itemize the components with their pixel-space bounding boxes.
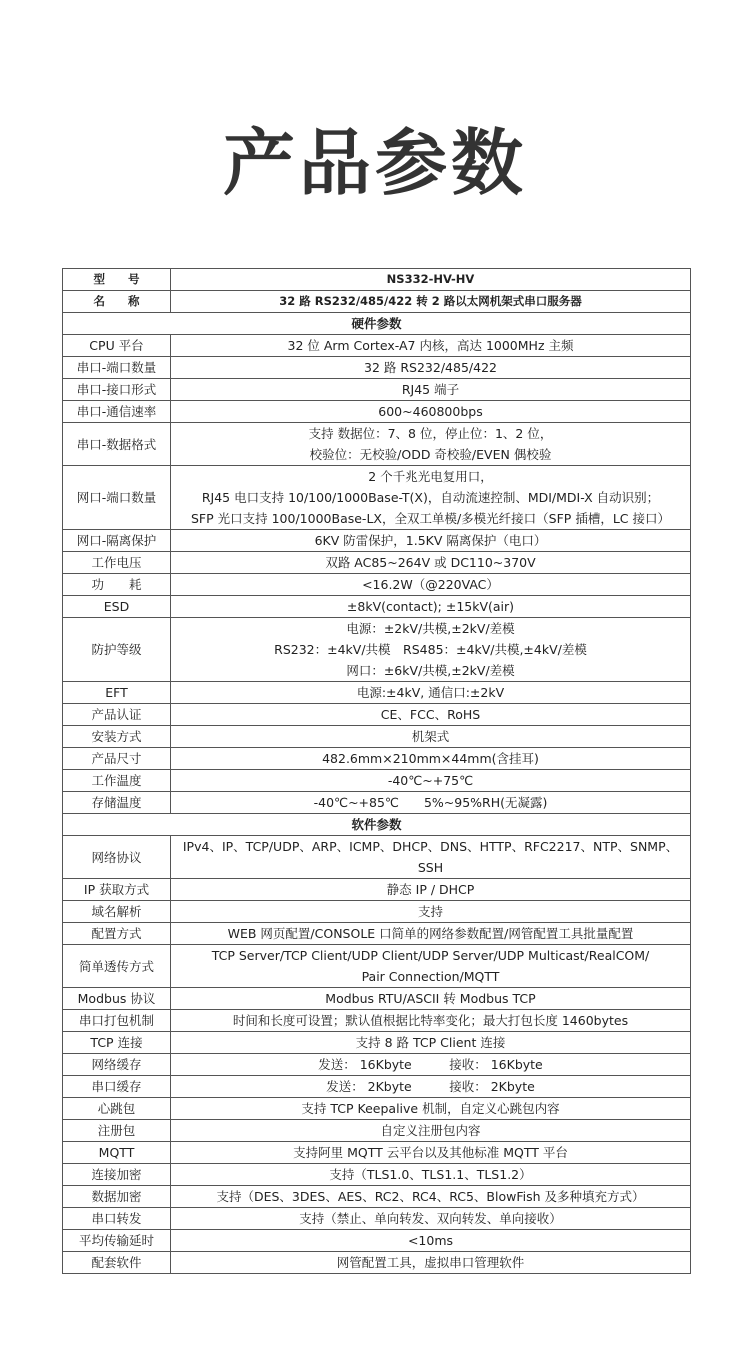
spec-value [171,1252,691,1274]
spec-row [63,901,691,923]
spec-label: 功 耗 [63,574,171,596]
spec-row [63,1032,691,1054]
spec-value [171,269,691,291]
spec-row [63,401,691,423]
spec-value [171,574,691,596]
spec-row [63,552,691,574]
spec-row [63,792,691,814]
spec-row [63,1230,691,1252]
spec-label: 网口-隔离保护 [63,530,171,552]
spec-row [63,945,691,988]
spec-value [171,1054,691,1076]
spec-value-line: 支持（禁止、单向转发、双向转发、单向接收） [299,1211,562,1226]
spec-row [63,923,691,945]
spec-value-line: WEB 网页配置/CONSOLE 口简单的网络参数配置/网管配置工具批量配置 [227,926,634,941]
spec-label: 串口-数据格式 [63,423,171,466]
spec-value-line: RJ45 电口支持 10/100/1000Base-T(X)，自动流速控制、MDI/MDI-X 自动识别； [201,490,660,505]
spec-label: 域名解析 [63,901,171,923]
spec-value-line: TCP Server/TCP Client/UDP Client/UDP Server/UDP Multicast/RealCOM/ [211,948,650,963]
spec-label: 串口-端口数量 [63,357,171,379]
spec-label: 存储温度 [63,792,171,814]
spec-row [63,574,691,596]
spec-row [63,1164,691,1186]
spec-label: 简单透传方式 [63,945,171,988]
spec-value-line: SFP 光口支持 100/1000Base-LX，全双工单模/多模光纤接口（SFP 插槽，LC 接口） [191,511,670,526]
spec-value [171,901,691,923]
spec-value-line: 时间和长度可设置；默认值根据比特率变化；最大打包长度 1460bytes [232,1013,629,1028]
spec-row [63,269,691,291]
spec-value [171,879,691,901]
spec-value [171,618,691,682]
spec-row [63,1186,691,1208]
spec-value-line: 支持阿里 MQTT 云平台以及其他标准 MQTT 平台 [293,1145,568,1160]
spec-label: 数据加密 [63,1186,171,1208]
spec-value-line: 支持 [417,904,443,919]
spec-value-line: IPv4、IP、TCP/UDP、ARP、ICMP、DHCP、DNS、HTTP、RFC2217、NTP、SNMP、 [182,839,679,854]
spec-value [171,748,691,770]
spec-label: 工作电压 [63,552,171,574]
spec-value-line: 32 路 RS232/485/422 转 2 路以太网机架式串口服务器 [279,294,582,308]
spec-value-line: 6KV 防雷保护，1.5KV 隔离保护（电口） [314,533,547,548]
spec-value-line: Modbus RTU/ASCII 转 Modbus TCP [325,991,536,1006]
section-header-row [63,313,691,335]
spec-row [63,291,691,313]
spec-label: TCP 连接 [63,1032,171,1054]
spec-value-line: 网口：±6kV/共模,±2kV/差模 [346,663,515,678]
spec-value [171,596,691,618]
spec-value [171,466,691,530]
spec-value-line: 网管配置工具，虚拟串口管理软件 [336,1255,525,1270]
spec-label: MQTT [63,1142,171,1164]
spec-label: 配置方式 [63,923,171,945]
spec-row [63,1098,691,1120]
spec-label: 网口-端口数量 [63,466,171,530]
spec-value-line: 支持（DES、3DES、AES、RC2、RC4、RC5、BlowFish 及多种填充方式） [216,1189,645,1204]
spec-value-line: 校验位：无校验/ODD 奇校验/EVEN 偶校验 [309,447,552,462]
spec-row [63,1120,691,1142]
spec-row [63,618,691,682]
spec-value-line: 电源:±4kV, 通信口:±2kV [356,685,505,700]
spec-row [63,1252,691,1274]
spec-value [171,1142,691,1164]
spec-row [63,1142,691,1164]
spec-value [171,792,691,814]
spec-label: 配套软件 [63,1252,171,1274]
spec-value-line: 482.6mm×210mm×44mm(含挂耳) [322,751,539,766]
spec-row [63,596,691,618]
spec-row [63,1054,691,1076]
spec-row [63,530,691,552]
spec-value-line: 支持（TLS1.0、TLS1.1、TLS1.2） [329,1167,532,1182]
spec-row [63,988,691,1010]
spec-value-line: 静态 IP / DHCP [386,882,475,897]
spec-value [171,335,691,357]
spec-table [62,268,691,1274]
spec-label: 平均传输延时 [63,1230,171,1252]
spec-row [63,357,691,379]
spec-value-line: 2 个千兆光电复用口， [368,469,493,484]
spec-value-line: RS232：±4kV/共模 RS485：±4kV/共模,±4kV/差模 [274,642,587,657]
spec-row [63,335,691,357]
spec-label: 串口打包机制 [63,1010,171,1032]
spec-value-line: ±8kV(contact); ±15kV(air) [346,599,515,614]
spec-value-line: 32 位 Arm Cortex-A7 内核，高达 1000MHz 主频 [287,338,574,353]
spec-value-line: 发送： 16Kbyte 接收： 16Kbyte [318,1057,543,1072]
spec-value [171,945,691,988]
spec-label: 网络协议 [63,836,171,879]
spec-value-line: 32 路 RS232/485/422 [364,360,497,375]
spec-row [63,836,691,879]
spec-label: 防护等级 [63,618,171,682]
spec-row [63,748,691,770]
spec-label: 产品尺寸 [63,748,171,770]
spec-value-line: 支持 TCP Keepalive 机制，自定义心跳包内容 [301,1101,560,1116]
section-header: 软件参数 [63,814,691,836]
spec-value-line: 机架式 [411,729,450,744]
spec-value [171,530,691,552]
spec-label: 型 号 [63,269,171,291]
spec-row [63,704,691,726]
section-header-row [63,814,691,836]
spec-value-line: SSH [417,860,444,875]
spec-row [63,879,691,901]
spec-row [63,423,691,466]
spec-row [63,1076,691,1098]
spec-value-line: CE、FCC、RoHS [380,707,481,722]
spec-value [171,1032,691,1054]
spec-value-line: 自定义注册包内容 [380,1123,481,1138]
spec-value-line: Pair Connection/MQTT [361,969,500,984]
spec-value [171,401,691,423]
spec-label: 工作温度 [63,770,171,792]
spec-value [171,1120,691,1142]
spec-label: 心跳包 [63,1098,171,1120]
spec-value [171,357,691,379]
spec-value [171,1164,691,1186]
spec-value-line: 发送： 2Kbyte 接收： 2Kbyte [326,1079,535,1094]
spec-value [171,291,691,313]
page-title: 产品参数 [222,121,527,205]
spec-label: CPU 平台 [63,335,171,357]
spec-value [171,1208,691,1230]
spec-value-line: 电源：±2kV/共模,±2kV/差模 [346,621,515,636]
spec-label: 安装方式 [63,726,171,748]
spec-value [171,1098,691,1120]
spec-label: 注册包 [63,1120,171,1142]
spec-value [171,770,691,792]
spec-label: 串口-接口形式 [63,379,171,401]
section-header: 硬件参数 [63,313,691,335]
spec-value-line: 支持 数据位：7、8 位，停止位：1、2 位， [308,426,553,441]
spec-label: IP 获取方式 [63,879,171,901]
spec-value-line: -40℃~+75℃ [387,773,474,788]
spec-value [171,988,691,1010]
spec-value-line: NS332-HV-HV [386,272,475,286]
spec-value-line: <10ms [407,1233,454,1248]
spec-value-line: 支持 8 路 TCP Client 连接 [355,1035,506,1050]
spec-row [63,770,691,792]
spec-value-line: -40℃~+85℃ 5%~95%RH(无凝露) [313,795,548,810]
spec-label: 串口转发 [63,1208,171,1230]
spec-value-line: RJ45 端子 [401,382,460,397]
spec-table-body [63,269,691,1274]
spec-value [171,682,691,704]
spec-label: 串口-通信速率 [63,401,171,423]
spec-value [171,423,691,466]
spec-row [63,1208,691,1230]
spec-value [171,379,691,401]
spec-label: ESD [63,596,171,618]
spec-label: 名 称 [63,291,171,313]
spec-row [63,682,691,704]
spec-label: EFT [63,682,171,704]
spec-value [171,704,691,726]
spec-label: 网络缓存 [63,1054,171,1076]
spec-value [171,923,691,945]
spec-label: 产品认证 [63,704,171,726]
spec-value [171,836,691,879]
spec-label: 连接加密 [63,1164,171,1186]
spec-value [171,1076,691,1098]
spec-value-line: 600~460800bps [378,404,483,419]
spec-row [63,379,691,401]
spec-value-line: 双路 AC85~264V 或 DC110~370V [325,555,536,570]
spec-value [171,552,691,574]
spec-value [171,726,691,748]
spec-value [171,1230,691,1252]
spec-value [171,1186,691,1208]
spec-value-line: <16.2W（@220VAC） [362,577,499,592]
spec-label: 串口缓存 [63,1076,171,1098]
spec-row [63,726,691,748]
spec-label: Modbus 协议 [63,988,171,1010]
spec-value [171,1010,691,1032]
spec-row [63,1010,691,1032]
spec-row [63,466,691,530]
